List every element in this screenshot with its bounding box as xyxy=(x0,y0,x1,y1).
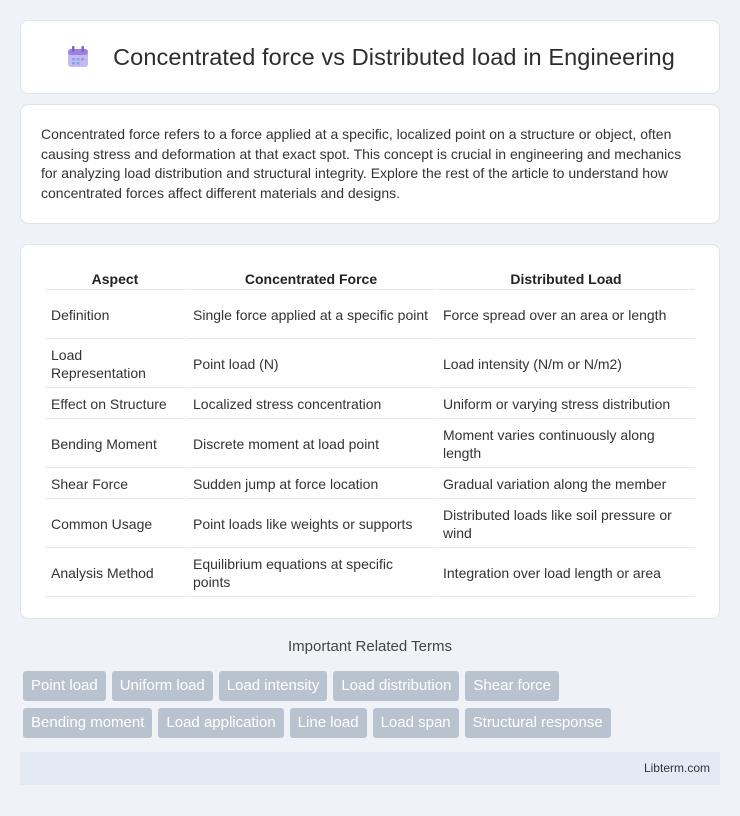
table-cell: Uniform or varying stress distribution xyxy=(437,390,695,419)
tag-load-intensity[interactable]: Load intensity xyxy=(219,671,328,701)
table-cell: Bending Moment xyxy=(45,421,185,468)
table-cell: Single force applied at a specific point xyxy=(187,292,435,339)
tag-line-load[interactable]: Line load xyxy=(290,708,367,738)
column-header: Distributed Load xyxy=(437,267,695,290)
column-header: Concentrated Force xyxy=(187,267,435,290)
table-header-row xyxy=(45,267,695,290)
table-row xyxy=(45,390,695,419)
related-terms xyxy=(23,671,723,745)
tag-uniform-load[interactable]: Uniform load xyxy=(112,671,213,701)
tag-row xyxy=(23,671,723,701)
calendar-icon xyxy=(65,44,91,70)
table-cell: Distributed loads like soil pressure or wind xyxy=(437,501,695,548)
footer-site-link[interactable]: Libterm.com xyxy=(643,761,710,775)
related-terms-title: Important Related Terms xyxy=(288,638,452,655)
tag-row xyxy=(23,708,723,738)
tag-load-span[interactable]: Load span xyxy=(373,708,459,738)
table-row xyxy=(45,470,695,499)
table-row xyxy=(45,421,695,468)
table-row xyxy=(45,341,695,388)
table-cell: Integration over load length or area xyxy=(437,550,695,597)
table-cell: Force spread over an area or length xyxy=(437,292,695,339)
table-cell: Point load (N) xyxy=(187,341,435,388)
tag-load-application[interactable]: Load application xyxy=(158,708,283,738)
tag-shear-force[interactable]: Shear force xyxy=(465,671,559,701)
comparison-table-card xyxy=(20,244,720,619)
table-cell: Moment varies continuously along length xyxy=(437,421,695,468)
table-cell: Sudden jump at force location xyxy=(187,470,435,499)
table-cell: Discrete moment at load point xyxy=(187,421,435,468)
table-cell: Analysis Method xyxy=(45,550,185,597)
table-row xyxy=(45,501,695,548)
tag-structural-response[interactable]: Structural response xyxy=(465,708,611,738)
tag-load-distribution[interactable]: Load distribution xyxy=(333,671,459,701)
tag-point-load[interactable]: Point load xyxy=(23,671,106,701)
table-cell: Equilibrium equations at specific points xyxy=(187,550,435,597)
table-cell: Common Usage xyxy=(45,501,185,548)
table-cell: Load intensity (N/m or N/m2) xyxy=(437,341,695,388)
intro-text: Concentrated force refers to a force applied at a specific, localized point on a structure or object, often causing stress and deformation at that exact spot. This concept is crucial in engineering and mechanics for analyzing load distribution and structural integrity. Explore the rest of the article to understand how concentrated forces affect different materials and designs. xyxy=(41,126,682,201)
table-cell: Localized stress concentration xyxy=(187,390,435,419)
table-row xyxy=(45,292,695,339)
table-cell: Point loads like weights or supports xyxy=(187,501,435,548)
table-cell: Gradual variation along the member xyxy=(437,470,695,499)
tag-bending-moment[interactable]: Bending moment xyxy=(23,708,152,738)
page-title: Concentrated force vs Distributed load in Engineering xyxy=(113,43,675,70)
table-cell: Effect on Structure xyxy=(45,390,185,419)
header-card xyxy=(20,20,720,94)
intro-card xyxy=(20,104,720,224)
table-cell: Definition xyxy=(45,292,185,339)
comparison-table xyxy=(43,265,697,599)
table-cell: Shear Force xyxy=(45,470,185,499)
column-header: Aspect xyxy=(45,267,185,290)
footer xyxy=(20,752,720,785)
table-row xyxy=(45,550,695,597)
table-cell: Load Representation xyxy=(45,341,185,388)
